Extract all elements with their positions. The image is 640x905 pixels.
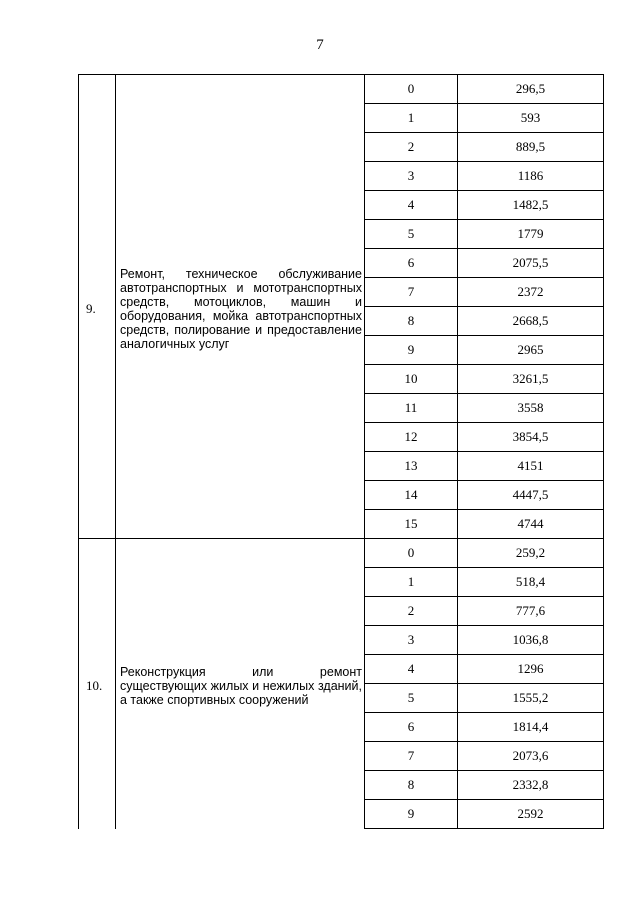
amount-cell: 2592 [458, 800, 604, 829]
index-cell: 3 [365, 162, 458, 191]
index-cell: 6 [365, 249, 458, 278]
index-cell: 7 [365, 742, 458, 771]
index-cell: 6 [365, 713, 458, 742]
amount-cell: 593 [458, 104, 604, 133]
amount-cell: 2332,8 [458, 771, 604, 800]
amount-cell: 296,5 [458, 75, 604, 104]
table-row [79, 75, 604, 104]
activity-description: Ремонт, техническое обслуживание автотранспортных и мототранспортных средств, мотоциклов, машин и оборудования, мойка автотранспортных средств, полирование и предоставление аналогичных услуг [116, 75, 365, 539]
amount-cell: 4151 [458, 452, 604, 481]
index-cell: 9 [365, 336, 458, 365]
amount-cell: 3261,5 [458, 365, 604, 394]
amount-cell: 1779 [458, 220, 604, 249]
amount-cell: 3854,5 [458, 423, 604, 452]
index-cell: 1 [365, 568, 458, 597]
item-number-cell [79, 539, 116, 829]
index-cell: 2 [365, 133, 458, 162]
index-cell: 13 [365, 452, 458, 481]
amount-cell: 3558 [458, 394, 604, 423]
amount-cell: 4744 [458, 510, 604, 539]
index-cell: 4 [365, 655, 458, 684]
amount-cell: 2075,5 [458, 249, 604, 278]
item-number-cell [79, 75, 116, 539]
activity-description: Реконструкция или ремонт существующих жилых и нежилых зданий, а также спортивных сооружений [116, 539, 365, 829]
index-cell: 3 [365, 626, 458, 655]
tariff-table [78, 74, 604, 829]
amount-cell: 4447,5 [458, 481, 604, 510]
amount-cell: 2668,5 [458, 307, 604, 336]
index-cell: 8 [365, 307, 458, 336]
amount-cell: 259,2 [458, 539, 604, 568]
index-cell: 15 [365, 510, 458, 539]
index-cell: 5 [365, 684, 458, 713]
index-cell: 2 [365, 597, 458, 626]
amount-cell: 889,5 [458, 133, 604, 162]
item-number: 10. [86, 677, 103, 693]
index-cell: 10 [365, 365, 458, 394]
item-number: 9. [86, 300, 96, 316]
table-row [79, 539, 604, 568]
page-number: 7 [316, 37, 324, 53]
amount-cell: 2965 [458, 336, 604, 365]
index-cell: 9 [365, 800, 458, 829]
amount-cell: 1482,5 [458, 191, 604, 220]
index-cell: 0 [365, 539, 458, 568]
amount-cell: 2073,6 [458, 742, 604, 771]
amount-cell: 1036,8 [458, 626, 604, 655]
index-cell: 14 [365, 481, 458, 510]
index-cell: 4 [365, 191, 458, 220]
amount-cell: 1555,2 [458, 684, 604, 713]
amount-cell: 2372 [458, 278, 604, 307]
index-cell: 8 [365, 771, 458, 800]
amount-cell: 1814,4 [458, 713, 604, 742]
index-cell: 1 [365, 104, 458, 133]
amount-cell: 518,4 [458, 568, 604, 597]
index-cell: 0 [365, 75, 458, 104]
index-cell: 5 [365, 220, 458, 249]
index-cell: 11 [365, 394, 458, 423]
index-cell: 7 [365, 278, 458, 307]
amount-cell: 1186 [458, 162, 604, 191]
amount-cell: 777,6 [458, 597, 604, 626]
amount-cell: 1296 [458, 655, 604, 684]
index-cell: 12 [365, 423, 458, 452]
